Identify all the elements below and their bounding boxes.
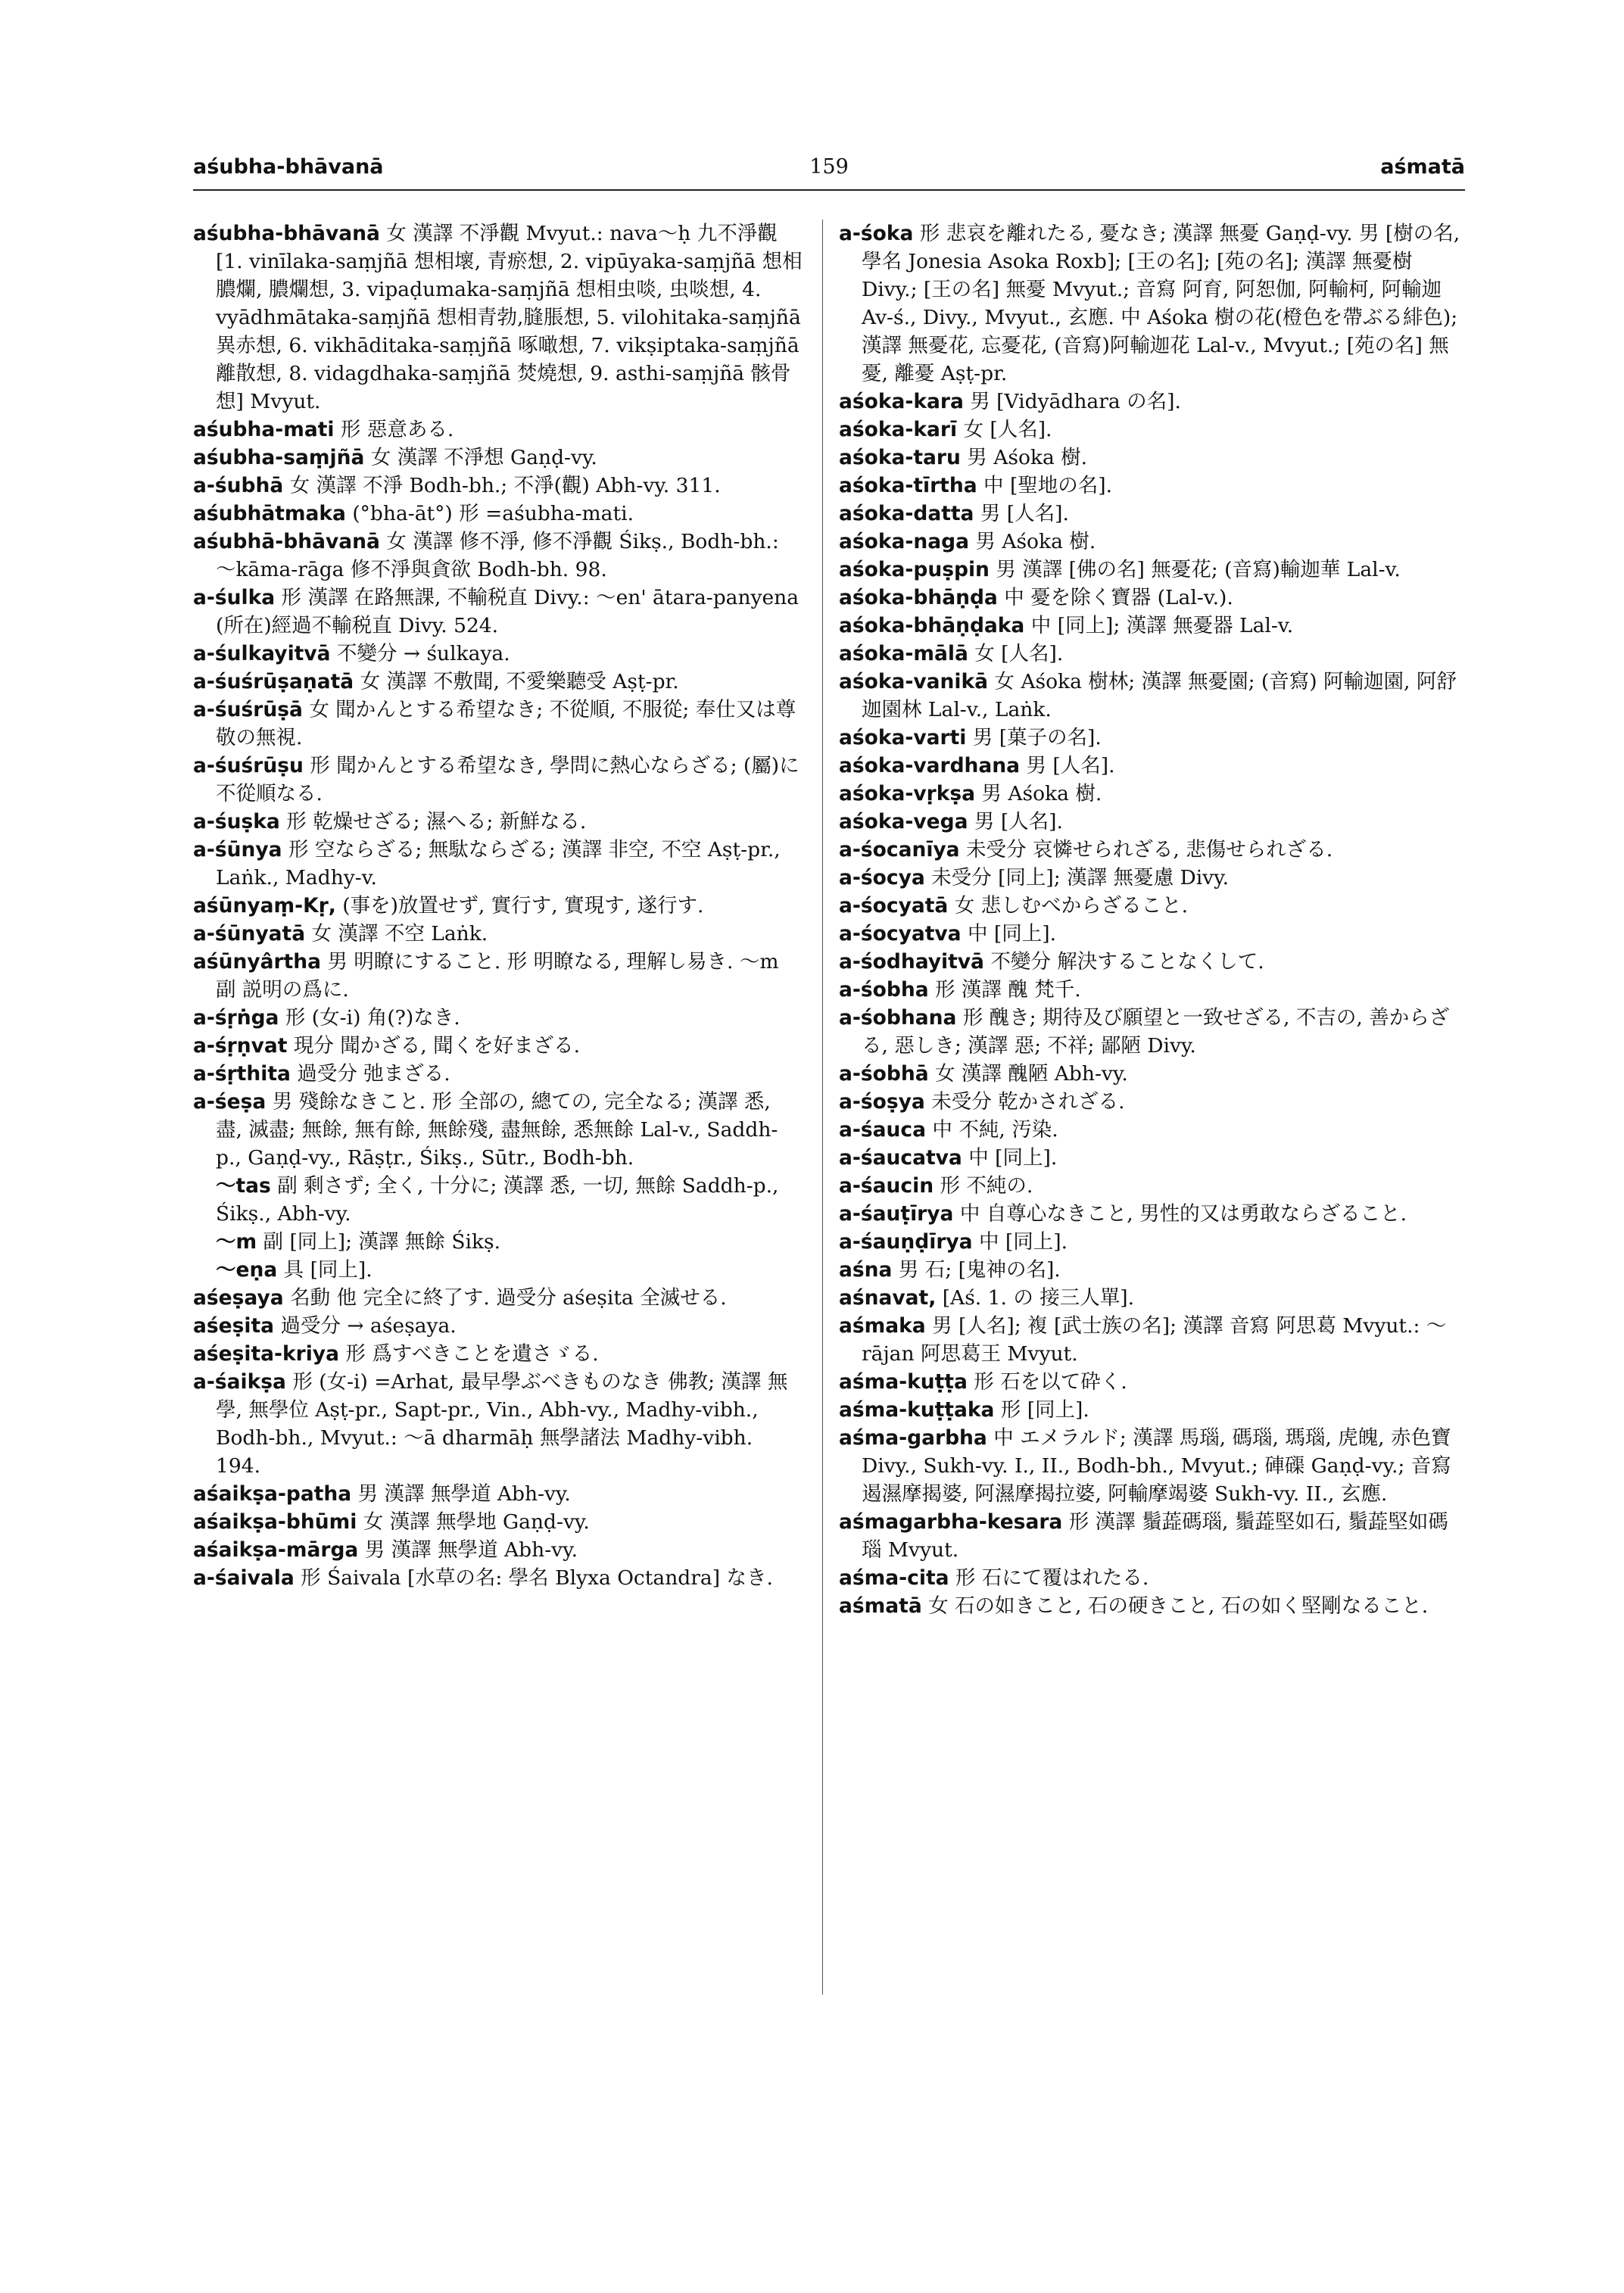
entry-definition: [Aś. 1. の 接三人單]. [936,1286,1135,1310]
dictionary-entry [193,500,803,528]
entry-headword: a-śaivala [193,1566,295,1590]
entry-headword: a-śobha [839,978,929,1002]
entry-headword: a-śocyatva [839,922,962,946]
dictionary-entry [193,948,803,1004]
dictionary-entry [839,948,1465,976]
entry-definition: 形 漢譯 在路無課, 不輸税直 Divy.: ～en' ātara-panyena (所在)經過不輸税直 Divy. 524. [216,586,806,637]
entry-definition: 形 石を以て砕く. [967,1370,1127,1394]
entry-headword: a-śaikṣa [193,1370,286,1394]
dictionary-entry [839,1312,1465,1368]
dictionary-entry [839,1060,1465,1088]
entry-definition: 男 石; [鬼神の名]. [892,1258,1061,1282]
dictionary-entry [839,1564,1465,1592]
entry-definition: 男 殘餘なきこと. 形 全部の, 總ての, 完全なる; 漢譯 悉, 盡, 滅盡; 無餘, 無有餘, 無餘殘, 盡無餘, 悉無餘 Lal-v., Saddh-p., Gaṇḍ-vy., Rāṣṭr., Śikṣ., Sūtr., Bodh-bh. [216,1090,778,1170]
entry-definition: 形 空ならざる; 無駄ならざる; 漢譯 非空, 不空 Aṣṭ-pr., Laṅk., Madhy-v. [216,838,787,889]
entry-definition: 女 漢譯 不淨想 Gaṇḍ-vy. [364,446,597,469]
entry-headword: aśubha-bhāvanā [193,222,380,245]
entry-headword: aśubha-mati [193,418,335,441]
column-divider [822,220,823,1995]
running-header [193,155,1465,185]
dictionary-entry [193,1340,803,1368]
left-column [193,220,808,1592]
entry-definition: 男 明瞭にすること. 形 明瞭なる, 理解し易き. ～m 副 説明の爲に. [216,950,785,1002]
entry-definition: 女 漢譯 不空 Laṅk. [305,922,488,946]
entry-definition: 中 [同上]; 漢譯 無憂器 Lal-v. [1024,614,1294,637]
dictionary-entry [839,1256,1465,1284]
entry-definition: 不變分 → śulkaya. [330,642,510,665]
entry-definition: 未受分 [同上]; 漢譯 無憂慮 Divy. [924,866,1230,889]
entry-headword: a-śauṭīrya [839,1202,954,1226]
header-right-guideword: aśmatā [1380,155,1465,179]
entry-headword: aśoka-vanikā [839,670,988,693]
entry-definition: 中 不純, 汚染. [926,1118,1058,1142]
entry-headword: aśmaka [839,1314,926,1338]
entry-headword: aśeṣita-kriya [193,1342,339,1366]
entry-headword: a-śauṇḍīrya [839,1230,973,1254]
entry-definition: 中 [同上]. [962,1146,1058,1170]
dictionary-entry [839,444,1465,472]
dictionary-entry [839,1172,1465,1200]
entry-definition: 男 Aśoka 樹. [975,782,1102,805]
entry-definition: 男 Aśoka 樹. [960,446,1088,469]
page-number: 159 [809,155,849,179]
dictionary-entry [193,1032,803,1060]
entry-definition: 不變分 解決することなくして. [983,950,1264,974]
entry-definition: 男 漢譯 無學道 Abh-vy. [351,1482,571,1506]
entry-headword: aśeṣita [193,1314,275,1338]
dictionary-entry [193,1172,803,1228]
dictionary-entry [193,640,803,668]
entry-headword: a-śocyatā [839,894,949,918]
dictionary-entry [193,584,806,640]
dictionary-entry [839,1004,1465,1060]
dictionary-entry [839,864,1465,892]
right-column [839,220,1465,1620]
entry-headword: a-śobhā [839,1062,929,1086]
entry-definition: 男 Aśoka 樹. [968,530,1096,553]
entry-headword: aśūnyârtha [193,950,322,974]
entry-definition: 女 漢譯 修不淨, 修不淨觀 Śikṣ., Bodh-bh.: ～kāma-rāga 修不淨與貪欲 Bodh-bh. 98. [216,530,786,581]
entry-definition: 形 [同上]. [994,1398,1089,1422]
entry-headword: aśoka-varti [839,726,967,749]
entry-headword: a-śṛṅga [193,1006,279,1030]
entry-definition: 女 漢譯 無學地 Gaṇḍ-vy. [357,1510,590,1534]
entry-headword: ～eṇa [216,1258,278,1282]
dictionary-entry [193,472,803,500]
dictionary-entry [839,1200,1465,1228]
dictionary-entry [193,892,803,920]
dictionary-entry [839,584,1465,612]
entry-headword: aśubha-saṃjñā [193,446,365,469]
entry-headword: aśoka-bhāṇḍaka [839,614,1025,637]
entry-definition: 形 惡意ある. [334,418,454,441]
dictionary-entry [839,1144,1465,1172]
dictionary-entry [839,892,1465,920]
entry-definition: 現分 聞かざる, 聞くを好まざる. [287,1034,581,1058]
entry-headword: aśoka-datta [839,502,974,525]
dictionary-entry [193,1060,803,1088]
entry-definition: 中 自尊心なきこと, 男性的又は勇敢ならざること. [953,1202,1407,1226]
entry-headword: a-śṛṇvat [193,1034,288,1058]
dictionary-entry [839,1088,1465,1116]
dictionary-entry [839,612,1465,640]
dictionary-entry [193,1004,803,1032]
dictionary-entry [839,1592,1465,1620]
dictionary-entry [839,1116,1465,1144]
entry-headword: aśna [839,1258,893,1282]
entry-headword: aśma-kuṭṭa [839,1370,968,1394]
entry-headword: aśaikṣa-mārga [193,1538,359,1562]
dictionary-entry [839,472,1465,500]
dictionary-entry [839,528,1465,556]
entry-definition: 男 漢譯 無學道 Abh-vy. [358,1538,578,1562]
entry-headword: aśūnyaṃ-Kṛ, [193,894,336,918]
dictionary-entry [193,1088,803,1172]
entry-headword: aśnavat, [839,1286,937,1310]
entry-definition: 中 憂を除く寶器 (Lal-v.). [997,586,1233,609]
dictionary-entry [839,1368,1465,1396]
entry-definition: 女 [人名]. [968,642,1064,665]
entry-headword: ～m [216,1230,257,1254]
entry-headword: a-śocanīya [839,838,960,861]
dictionary-entry [839,920,1465,948]
entry-definition: 形 (女-i) 角(?)なき. [279,1006,460,1030]
entry-definition: 中 [同上]. [961,922,1057,946]
entry-definition: 女 聞かんとする希望なき; 不從順, 不服從; 奉仕又は尊敬の無視. [216,698,796,749]
entry-definition: 男 [人名]. [968,810,1063,833]
entry-headword: aśubhā-bhāvanā [193,530,380,553]
dictionary-entry [193,220,808,416]
entry-definition: 形 漢譯 鬚蕋碼瑙, 鬚蕋堅如石, 鬚蕋堅如碼瑙 Mvyut. [862,1510,1448,1562]
dictionary-entry [839,836,1465,864]
entry-headword: aśoka-taru [839,446,961,469]
entry-headword: a-śubhā [193,474,284,497]
entry-headword: aśoka-mālā [839,642,968,665]
entry-definition: 男 [人名]; 複 [武士族の名]; 漢譯 音寫 阿思葛 Mvyut.: ～rājan 阿思葛王 Mvyut. [862,1314,1447,1366]
entry-definition: 女 漢譯 醜陋 Abh-vy. [928,1062,1128,1086]
entry-definition: 男 [Vidyādhara の名]. [963,390,1181,413]
dictionary-entry [839,220,1465,388]
entry-definition: 形 (女-i) =Arhat, 最早學ぶべきものなき 佛教; 漢譯 無學, 無學位 Aṣṭ-pr., Sapt-pr., Vin., Abh-vy., Madhy-vibh., Bodh-bh., Mvyut.: ～ā dharmāḥ 無學諸法 Madhy-vibh. 194. [216,1370,788,1478]
dictionary-entry [193,1536,803,1564]
dictionary-entry [839,1508,1465,1564]
entry-headword: a-śocya [839,866,925,889]
entry-headword: a-śobhana [839,1006,957,1030]
dictionary-entry [193,696,803,752]
entry-headword: a-śodhayitvā [839,950,984,974]
dictionary-entry [839,1228,1465,1256]
dictionary-entry [193,1508,803,1536]
entry-headword: aśubhātmaka [193,502,346,525]
entry-definition: 形 醜き; 期待及び願望と一致せざる, 不吉の, 善からざる, 惡しき; 漢譯 惡; 不祥; 鄙陋 Divy. [862,1006,1450,1058]
entry-definition: 男 [菓子の名]. [966,726,1102,749]
dictionary-entry [839,976,1465,1004]
entry-headword: aśoka-vega [839,810,968,833]
dictionary-entry [193,752,803,808]
entry-headword: aśma-garbha [839,1426,987,1450]
entry-definition: 形 乾燥せざる; 濕へる; 新鮮なる. [279,810,587,833]
entry-headword: a-śuśrūṣaṇatā [193,670,354,693]
entry-headword: a-śūnyatā [193,922,306,946]
dictionary-entry [193,920,803,948]
entry-headword: aśmagarbha-kesara [839,1510,1063,1534]
entry-definition: 過受分 → aśeṣaya. [274,1314,457,1338]
dictionary-entry [193,416,803,444]
entry-definition: 女 Aśoka 樹林; 漢譯 無憂園; (音寫) 阿輸迦園, 阿舒迦園林 Lal-v., Laṅk. [862,670,1457,721]
entry-headword: aśoka-vardhana [839,754,1021,777]
entry-definition: 過受分 弛まざる. [290,1062,450,1086]
entry-headword: a-śuśrūṣu [193,754,304,777]
dictionary-entry [193,1368,803,1480]
dictionary-entry [839,1424,1465,1508]
entry-definition: 副 [同上]; 漢譯 無餘 Śikṣ. [257,1230,501,1254]
dictionary-entry [193,1312,803,1340]
dictionary-entry [193,1480,803,1508]
entry-headword: aśaikṣa-patha [193,1482,352,1506]
entry-definition: 形 Śaivala [水草の名: 學名 Blyxa Octandra] なき. [294,1566,773,1590]
entry-definition: 中 エメラルド; 漢譯 馬瑙, 碼瑙, 瑪瑙, 虎魄, 赤色寶 Divy., Sukh-vy. I., II., Bodh-bh., Mvyut.; 硨磲 Gaṇḍ-vy.; 音寫 遏濕摩揭婆, 阿濕摩揭拉婆, 阿輸摩竭婆 Sukh-vy. II., 玄應. [862,1426,1458,1506]
entry-definition: (°bha-āt°) 形 =aśubha-mati. [345,502,634,525]
entry-headword: aśoka-naga [839,530,969,553]
dictionary-entry [193,836,803,892]
entry-headword: aśeṣaya [193,1286,284,1310]
dictionary-entry [193,1564,803,1592]
entry-headword: a-śauca [839,1118,926,1142]
entry-definition: 女 石の如きこと, 石の硬きこと, 石の如く堅剛なること. [921,1594,1429,1618]
entry-definition: 形 爲すべきことを遺さゞる. [338,1342,599,1366]
dictionary-entry [839,752,1465,780]
entry-definition: 副 剩さず; 全く, 十分に; 漢譯 悉, 一切, 無餘 Saddh-p., Śikṣ., Abh-vy. [216,1174,785,1226]
entry-headword: aśmatā [839,1594,922,1618]
dictionary-entry [839,808,1465,836]
entry-definition: 女 漢譯 不淨 Bodh-bh.; 不淨(觀) Abh-vy. 311. [283,474,721,497]
header-left-guideword: aśubha-bhāvanā [193,155,384,179]
entry-definition: 女 [人名]. [957,418,1052,441]
dictionary-entry [839,668,1465,724]
entry-definition: 未受分 哀憐せられざる, 悲傷せられざる. [959,838,1333,861]
dictionary-entry [839,1396,1465,1424]
entry-headword: aśoka-vṛkṣa [839,782,975,805]
entry-definition: 形 石にて覆はれたる. [949,1566,1149,1590]
entry-definition: 形 漢譯 醜 梵千. [928,978,1081,1002]
entry-definition: 形 聞かんとする希望なき, 學問に熱心ならざる; (屬)に不從順なる. [216,754,800,805]
entry-headword: aśma-kuṭṭaka [839,1398,995,1422]
entry-definition: 女 漢譯 不敷聞, 不愛樂聽受 Aṣṭ-pr. [354,670,679,693]
entry-headword: a-śulkayitvā [193,642,331,665]
dictionary-entry [193,668,803,696]
entry-headword: a-śūnya [193,838,282,861]
entry-headword: a-śoka [839,222,914,245]
entry-headword: aśoka-puṣpin [839,558,990,581]
entry-headword: a-śaucatva [839,1146,962,1170]
dictionary-entry [839,416,1465,444]
dictionary-entry [193,1284,803,1312]
entry-definition: 中 [同上]. [972,1230,1068,1254]
entry-definition: 男 [人名]. [974,502,1069,525]
dictionary-entry [193,444,803,472]
entry-definition: 中 [聖地の名]. [977,474,1113,497]
header-rule [193,189,1465,191]
entry-definition: 女 悲しむべからざること. [948,894,1189,918]
entry-headword: a-śeṣa [193,1090,267,1114]
entry-definition: 形 悲哀を離れたる, 憂なき; 漢譯 無憂 Gaṇḍ-vy. 男 [樹の名, 學名 Jonesia Asoka Roxb]; [王の名]; [苑の名]; 漢譯 無憂樹 Divy.; [王の名] 無憂 Mvyut.; 音寫 阿育, 阿恕伽, 阿輸柯, 阿輸迦 Av-ś., Divy., Mvyut., 玄應. 中 Aśoka 樹の花(橙色を帶ぶる緋色); 漢譯 無憂花, 忘憂花, (音寫)阿輸迦花 Lal-v., Mvyut.; [苑の名] 無憂, 離憂 Aṣṭ-pr. [862,222,1467,385]
dictionary-entry [839,724,1465,752]
entry-definition: 未受分 乾かされざる. [924,1090,1125,1114]
entry-definition: 名動 他 完全に終了す. 過受分 aśeṣita 全滅せる. [283,1286,727,1310]
entry-definition: 女 漢譯 不淨觀 Mvyut.: nava～ḥ 九不淨觀 [1. vinīlaka-saṃjñā 想相壞, 青瘀想, 2. vipūyaka-saṃjñā 想相膿爛, 膿爛想, 3. vipaḍumaka-saṃjñā 想相虫啖, 虫啖想, 4. vyādhmātaka-saṃjñā 想相青勃,膖脹想, 5. vilohitaka-saṃjñā 異赤想, 6. vikhāditaka-saṃjñā 啄噉想, 7. vikṣiptaka-saṃjñā 離散想, 8. vidagdhaka-saṃjñā 焚燒想, 9. asthi-saṃjñā 骸骨想] Mvyut. [216,222,808,413]
dictionary-entry [193,1256,803,1284]
dictionary-entry [839,388,1465,416]
entry-headword: aśaikṣa-bhūmi [193,1510,357,1534]
dictionary-entry [193,528,803,584]
entry-headword: ～tas [216,1174,271,1198]
entry-definition: 具 [同上]. [277,1258,372,1282]
entry-headword: a-śulka [193,586,276,609]
entry-headword: aśoka-kara [839,390,964,413]
entry-definition: 形 不純の. [934,1174,1033,1198]
dictionary-entry [193,808,803,836]
entry-headword: aśma-cita [839,1566,949,1590]
entry-headword: a-śuśrūṣā [193,698,303,721]
entry-headword: aśoka-tīrtha [839,474,977,497]
entry-headword: a-śaucin [839,1174,934,1198]
entry-headword: aśoka-karī [839,418,958,441]
entry-headword: aśoka-bhāṇḍa [839,586,998,609]
dictionary-entry [839,780,1465,808]
entry-headword: a-śoṣya [839,1090,925,1114]
entry-headword: a-śṛthita [193,1062,291,1086]
dictionary-entry [839,640,1465,668]
dictionary-entry [839,556,1465,584]
entry-definition: 男 漢譯 [佛の名] 無憂花; (音寫)輸迦華 Lal-v. [989,558,1401,581]
dictionary-entry [839,500,1465,528]
dictionary-entry [839,1284,1465,1312]
entry-definition: 男 [人名]. [1020,754,1115,777]
dictionary-entry [193,1228,803,1256]
entry-definition: (事を)放置せず, 實行す, 實現す, 遂行す. [335,894,704,918]
entry-headword: a-śuṣka [193,810,280,833]
